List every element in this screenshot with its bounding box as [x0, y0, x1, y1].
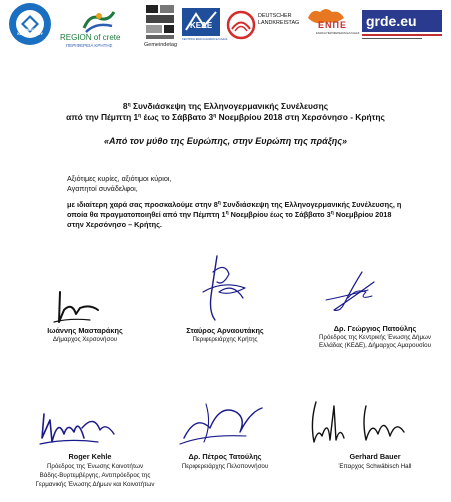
conference-title-line1: $8^\eta$ Συνδιάσκεψη της Ελληνογερμανικής Συνέλευσης: [122, 101, 329, 111]
signatory-name-1: Ιωάννης Μασταράκης: [47, 326, 123, 335]
enpe-subtext: ΕΝΩΣΗ ΠΕΡΙΦΕΡΕΙΩΝ ΕΛΛΑΔΑΣ: [316, 31, 360, 35]
enpe-logo: [306, 4, 360, 48]
gemeindetag-logo: [144, 3, 178, 53]
landkreistag-logo: [258, 14, 304, 34]
signatory-role-3-line-2: Ελλάδας (ΚΕΔΕ), Δήμαρχος Αμαρουσίου: [318, 342, 431, 349]
signatory-name-6: Gerhard Bauer: [349, 452, 401, 461]
signatory-name-4: Roger Kehle: [68, 452, 112, 461]
region-of-crete-logo: [60, 8, 142, 48]
signatory-name-3: Δρ. Γεώργιος Πατούλης: [333, 324, 417, 333]
signature-arnaoutakis: [195, 252, 255, 324]
greeting-line-1: Αξιότιμες κυρίες, αξιότιμοι κύριοι,: [67, 174, 172, 183]
kede-subtext: ΚΕΝΤΡΙΚΗ ΕΝΩΣΗ ΔΗΜΩΝ ΕΛΛΑΔΑΣ: [182, 38, 228, 41]
signatory-role-3-line-1: Πρόεδρος της Κεντρικής Ένωσης Δήμων: [319, 334, 431, 341]
signatory-role-4-line-3: Γερμανικής Ένωσης Δήμων και Κοινοτήτων: [35, 481, 155, 488]
signatory-role-4-line-2: Βάδης-Βυρτεμβέργης, Αντιπρόεδρος της: [39, 472, 151, 479]
landkreistag-line1: DEUTSCHER: [258, 13, 292, 19]
dimos-chersonisou-logo: [8, 2, 52, 46]
greeting-line-2: Αγαπητοί συνάδελφοι,: [67, 184, 138, 193]
signatory-role-5-line-1: Περιφερειάρχης Πελοποννήσου: [181, 463, 269, 470]
invitation-line-1: με ιδιαίτερη χαρά σας προσκαλούμε στην $8^\eta$ Συνδιάσκεψη της Ελληνογερμανικής Συνέλευσης, η: [67, 200, 402, 209]
grde-logo: [362, 10, 442, 42]
dimos-logo-text: ΔΗΜΟΣ ΧΕΡΣΟΝΗΣΟΥ: [17, 28, 43, 37]
signatory-name-5: Δρ. Πέτρος Τατούλης: [188, 452, 262, 461]
region-logo-subtext: ΠΕΡΙΦΕΡΕΙΑ ΚΡΗΤΗΣ: [66, 43, 113, 48]
partner-logos: [0, 0, 451, 72]
signature-tatoulis: [176, 398, 266, 452]
signatory-name-2: Σταύρος Αρναουτάκης: [186, 326, 264, 335]
conference-motto: «Από τον μύθο της Ευρώπης, στην Ευρώπη της πράξης»: [103, 136, 348, 146]
signatory-role-4-line-1: Πρόεδρος της Ένωσης Κοινοτήτων: [46, 463, 144, 470]
red-circle-emblem: [226, 10, 256, 40]
signatory-role-2-line-1: Περιφερειάρχης Κρήτης: [192, 336, 258, 343]
kede-text: ΚΕΔΕ: [190, 21, 213, 30]
signature-patoulis: [322, 268, 382, 318]
signatory-role-6-line-1: Έπαρχος Schwäbisch Hall: [338, 463, 412, 470]
conference-title-line2: από την Πέμπτη $1^\eta$ έως το Σάββατο $3^\eta$ Νοεμβρίου 2018 στη Χερσόνησο - Κρήτης: [66, 112, 385, 122]
invitation-line-3: στην Χερσόνησο – Κρήτης.: [67, 220, 162, 229]
grde-text: grde.eu: [366, 13, 417, 29]
signature-bauer: [304, 398, 410, 452]
invitation-line-2: οποία θα πραγματοποιηθεί από την Πέμπτη $1^\eta$ Νοεμβρίου έως το Σάββατο $3^\eta$ Νοεμβρίου 2018: [67, 210, 392, 219]
landkreistag-line2: LANDKREISTAG: [258, 20, 300, 26]
kede-logo: [182, 8, 228, 48]
signature-kehle: [38, 408, 118, 458]
signature-mastorakis: [50, 288, 110, 328]
enpe-text: ΕΝΠΕ: [318, 20, 348, 30]
region-logo-text: REGION of crete: [60, 33, 121, 42]
signatory-role-1-line-1: Δήμαρχος Χερσονήσου: [52, 336, 118, 343]
gemeindetag-text: Gemeindetag: [144, 42, 178, 48]
